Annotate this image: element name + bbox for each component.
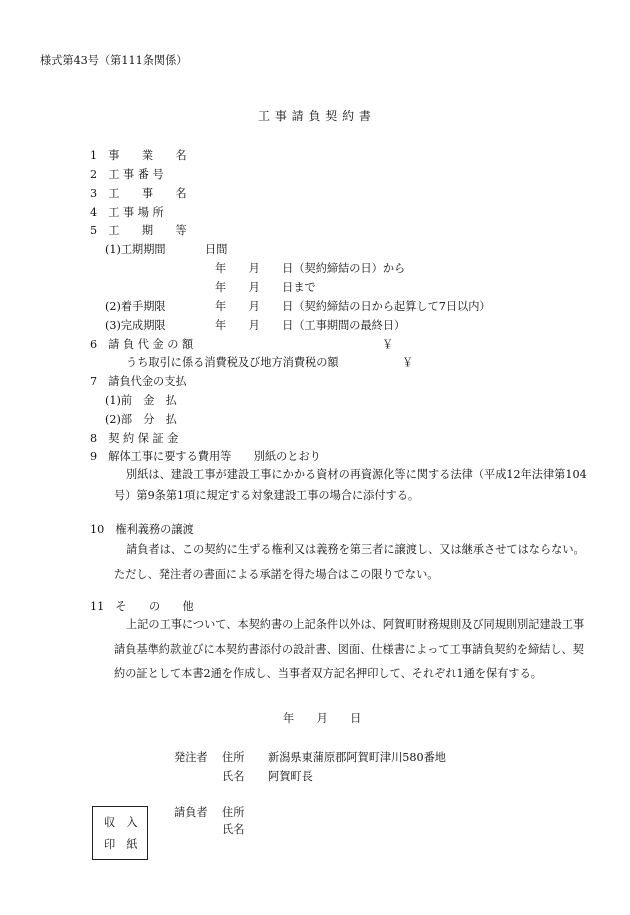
contractor-address-label: 住所 [222,806,245,819]
revenue-stamp-line2: 印 紙 [104,838,138,851]
contractor-label: 請負者 [174,806,208,819]
item-5-1-days: 日間 [205,243,228,256]
item-7-1: (1)前 金 払 [105,394,177,407]
item-5-2-value: 年 月 日（契約締結の日から起算して7日以内） [215,300,491,313]
revenue-stamp-line1: 収 入 [104,816,138,829]
orderer-name-label: 氏名 [222,770,245,783]
item-5-3-value: 年 月 日（工事期間の最終日） [215,319,406,332]
item-11: 11 そ の 他 [90,600,194,613]
orderer-label: 発注者 [174,751,208,764]
item-11-text: 上記の工事について、本契約書の上記条件以外は、阿賀町財務規則及び同規則別記建設工事請負基準約款並びに本契約書添付の設計書、図面、仕様書によって工事請負契約を締結し、契約の証として本書2通を作成し、当事者双方記名押印して、それぞれ1通を保有する。 [114,618,585,680]
contractor-name-label: 氏名 [222,823,245,836]
item-5-2-label: (2)着手期限 [105,300,166,313]
document-title: 工 事 請 負 契 約 書 [258,109,372,123]
item-6-tax-yen: ￥ [402,356,414,369]
item-3: 3 工 事 名 [90,187,187,200]
orderer-name: 阿賀町長 [268,770,313,783]
item-5-3-label: (3)完成期限 [105,319,166,332]
item-5-1-label: (1)工期期間 [105,243,166,256]
item-6: 6 請 負 代 金 の 額 [90,338,194,351]
item-6-yen: ￥ [382,338,394,351]
item-10-text: 請負者は、この契約に生ずる権利又は義務を第三者に譲渡し、又は継承させてはならない。ただし、発注者の書面による承諾を得た場合はこの限りでない。 [114,543,585,581]
item-10: 10 権利義務の譲渡 [90,523,194,536]
item-5-1-to: 年 月 日まで [215,281,316,294]
item-9-note: 別紙は、建設工事が建設工事にかかる資材の再資源化等に関する法律（平成12年法律第104号）第9条第1項に規定する対象建設工事の場合に添付する。 [114,468,587,502]
item-5: 5 工 期 等 [90,224,187,237]
item-2: 2 工 事 番 号 [90,168,164,181]
item-8: 8 契 約 保 証 金 [90,432,179,445]
contract-date: 年 月 日 [283,712,362,725]
item-4: 4 工 事 場 所 [90,206,164,219]
item-7: 7 請負代金の支払 [90,375,187,388]
item-5-1-from: 年 月 日（契約締結の日）から [215,262,406,275]
revenue-stamp-box [92,806,148,860]
orderer-address: 新潟県東蒲原郡阿賀町津川580番地 [268,751,446,764]
form-number: 様式第43号（第111条関係） [40,54,188,67]
item-1: 1 事 業 名 [90,149,187,162]
orderer-address-label: 住所 [222,751,245,764]
item-6-tax: うち取引に係る消費税及び地方消費税の額 [126,356,339,369]
item-7-2: (2)部 分 払 [105,413,177,426]
item-9: 9 解体工事に要する費用等 別紙のとおり [90,450,321,463]
